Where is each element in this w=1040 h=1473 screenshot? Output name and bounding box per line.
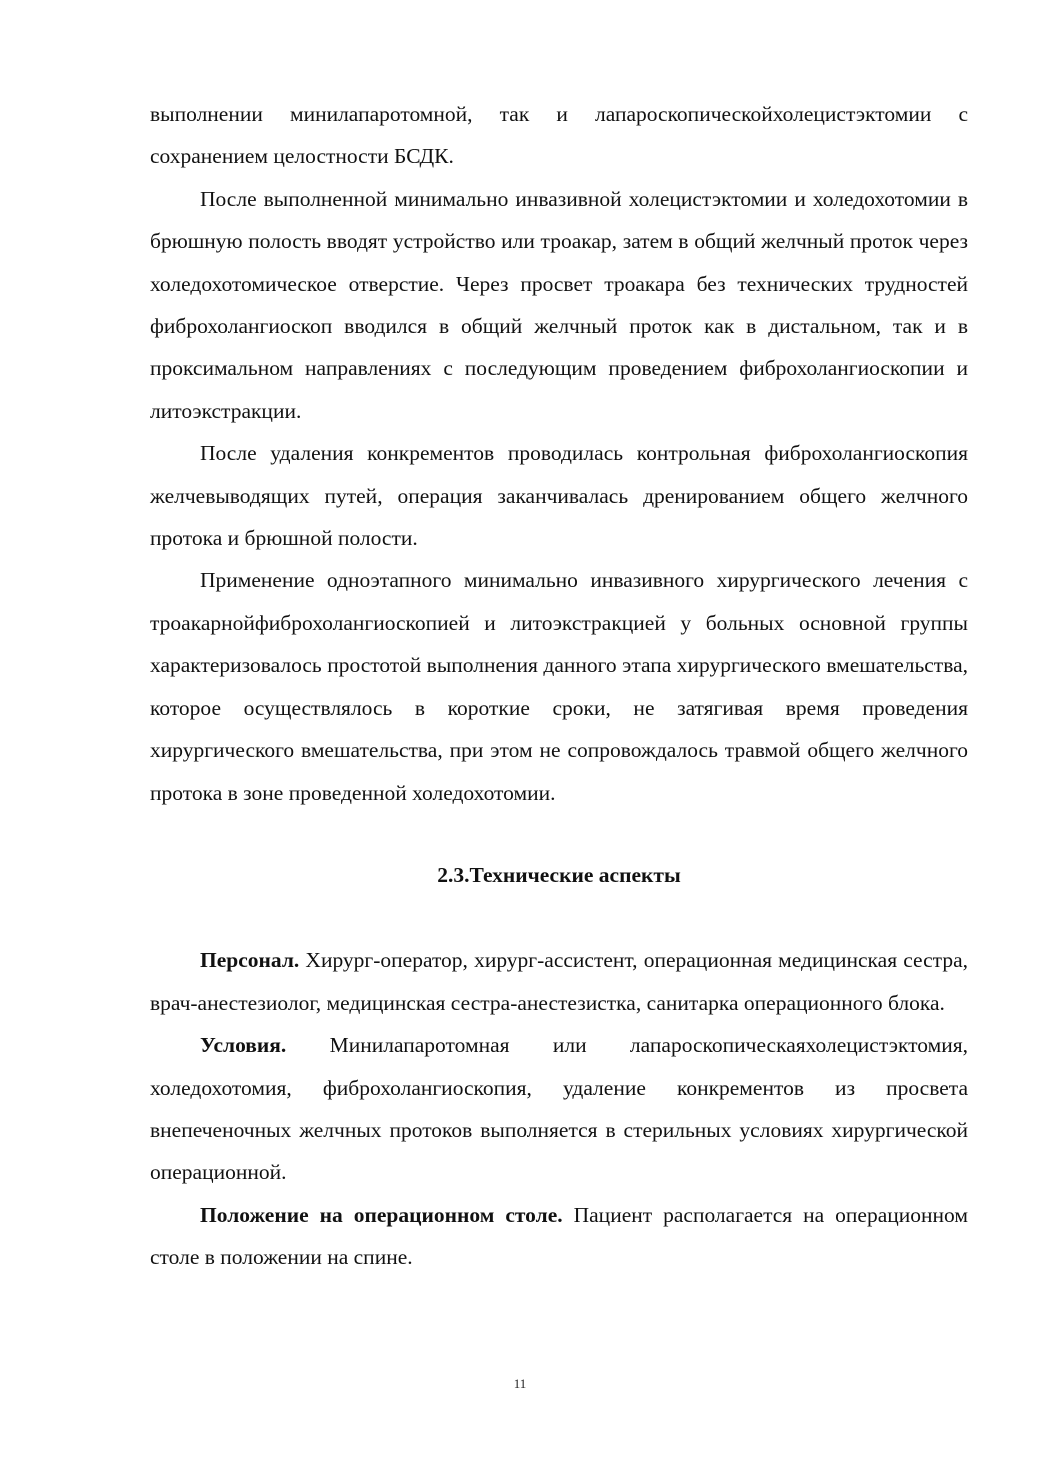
conditions-lead: Условия. xyxy=(200,1033,287,1058)
paragraph-conditions xyxy=(150,1024,968,1194)
paragraph-control-cholangioscopy: После удаления конкрементов проводилась контрольная фиброхолангиоскопия желчевыводящих путей, операция заканчивалась дренированием общего желчного протока и брюшной полости. xyxy=(150,441,968,551)
personnel-text: Хирург-оператор, хирург-ассистент, операционная медицинская сестра, врач-анестезиолог, медицинская сестра-анестезистка, санитарка операционного блока. xyxy=(150,948,968,1015)
paragraph-personnel xyxy=(150,939,968,1024)
paragraph-table-position xyxy=(150,1194,968,1279)
table-position-text: Пациент располагается на операционном столе в положении на спине. xyxy=(150,1202,968,1270)
section-title: 2.3.Технические аспекты xyxy=(437,862,681,887)
table-position-lead: Положение на операционном столе. xyxy=(200,1202,563,1227)
paragraph-one-stage-treatment: Применение одноэтапного минимально инвазивного хирургического лечения с троакарнойфиброхолангиоскопией и литоэкстракцией у больных основной группы характеризовалось простотой выполнения данного этапа хирургического вмешательства, которое осуществлялось в короткие сроки, не затягивая время проведения хирургического вмешательства, при этом не сопровождалось травмой общего желчного протока в зоне проведенной холедохотомии. xyxy=(150,568,968,805)
page-number: 11 xyxy=(513,1376,527,1391)
personnel-lead: Персонал. xyxy=(200,948,300,973)
paragraph-continuation: выполнении минилапаротомной, так и лапароскопическойхолецистэктомии с сохранением целостности БСДК. xyxy=(150,102,968,169)
paragraph-trocar-introduction: После выполненной минимально инвазивной холецистэктомии и холедохотомии в брюшную полость вводят устройство или троакар, затем в общий желчный проток через холедохотомическое отверстие. Через просвет троакара без технических трудностей фиброхолангиоскоп вводился в общий желчный проток как в дистальном, так и в проксимальном направлениях с последующим проведением фиброхолангиоскопии и литоэкстракции. xyxy=(150,186,968,423)
conditions-text: Минилапаротомная или лапароскопическаяхолецистэктомия, холедохотомия, фиброхолангиоскопия, удаление конкрементов из просвета внепеченочных желчных протоков выполняется в стерильных условиях хирургической операционной. xyxy=(150,1033,968,1185)
document-page xyxy=(150,93,968,1279)
